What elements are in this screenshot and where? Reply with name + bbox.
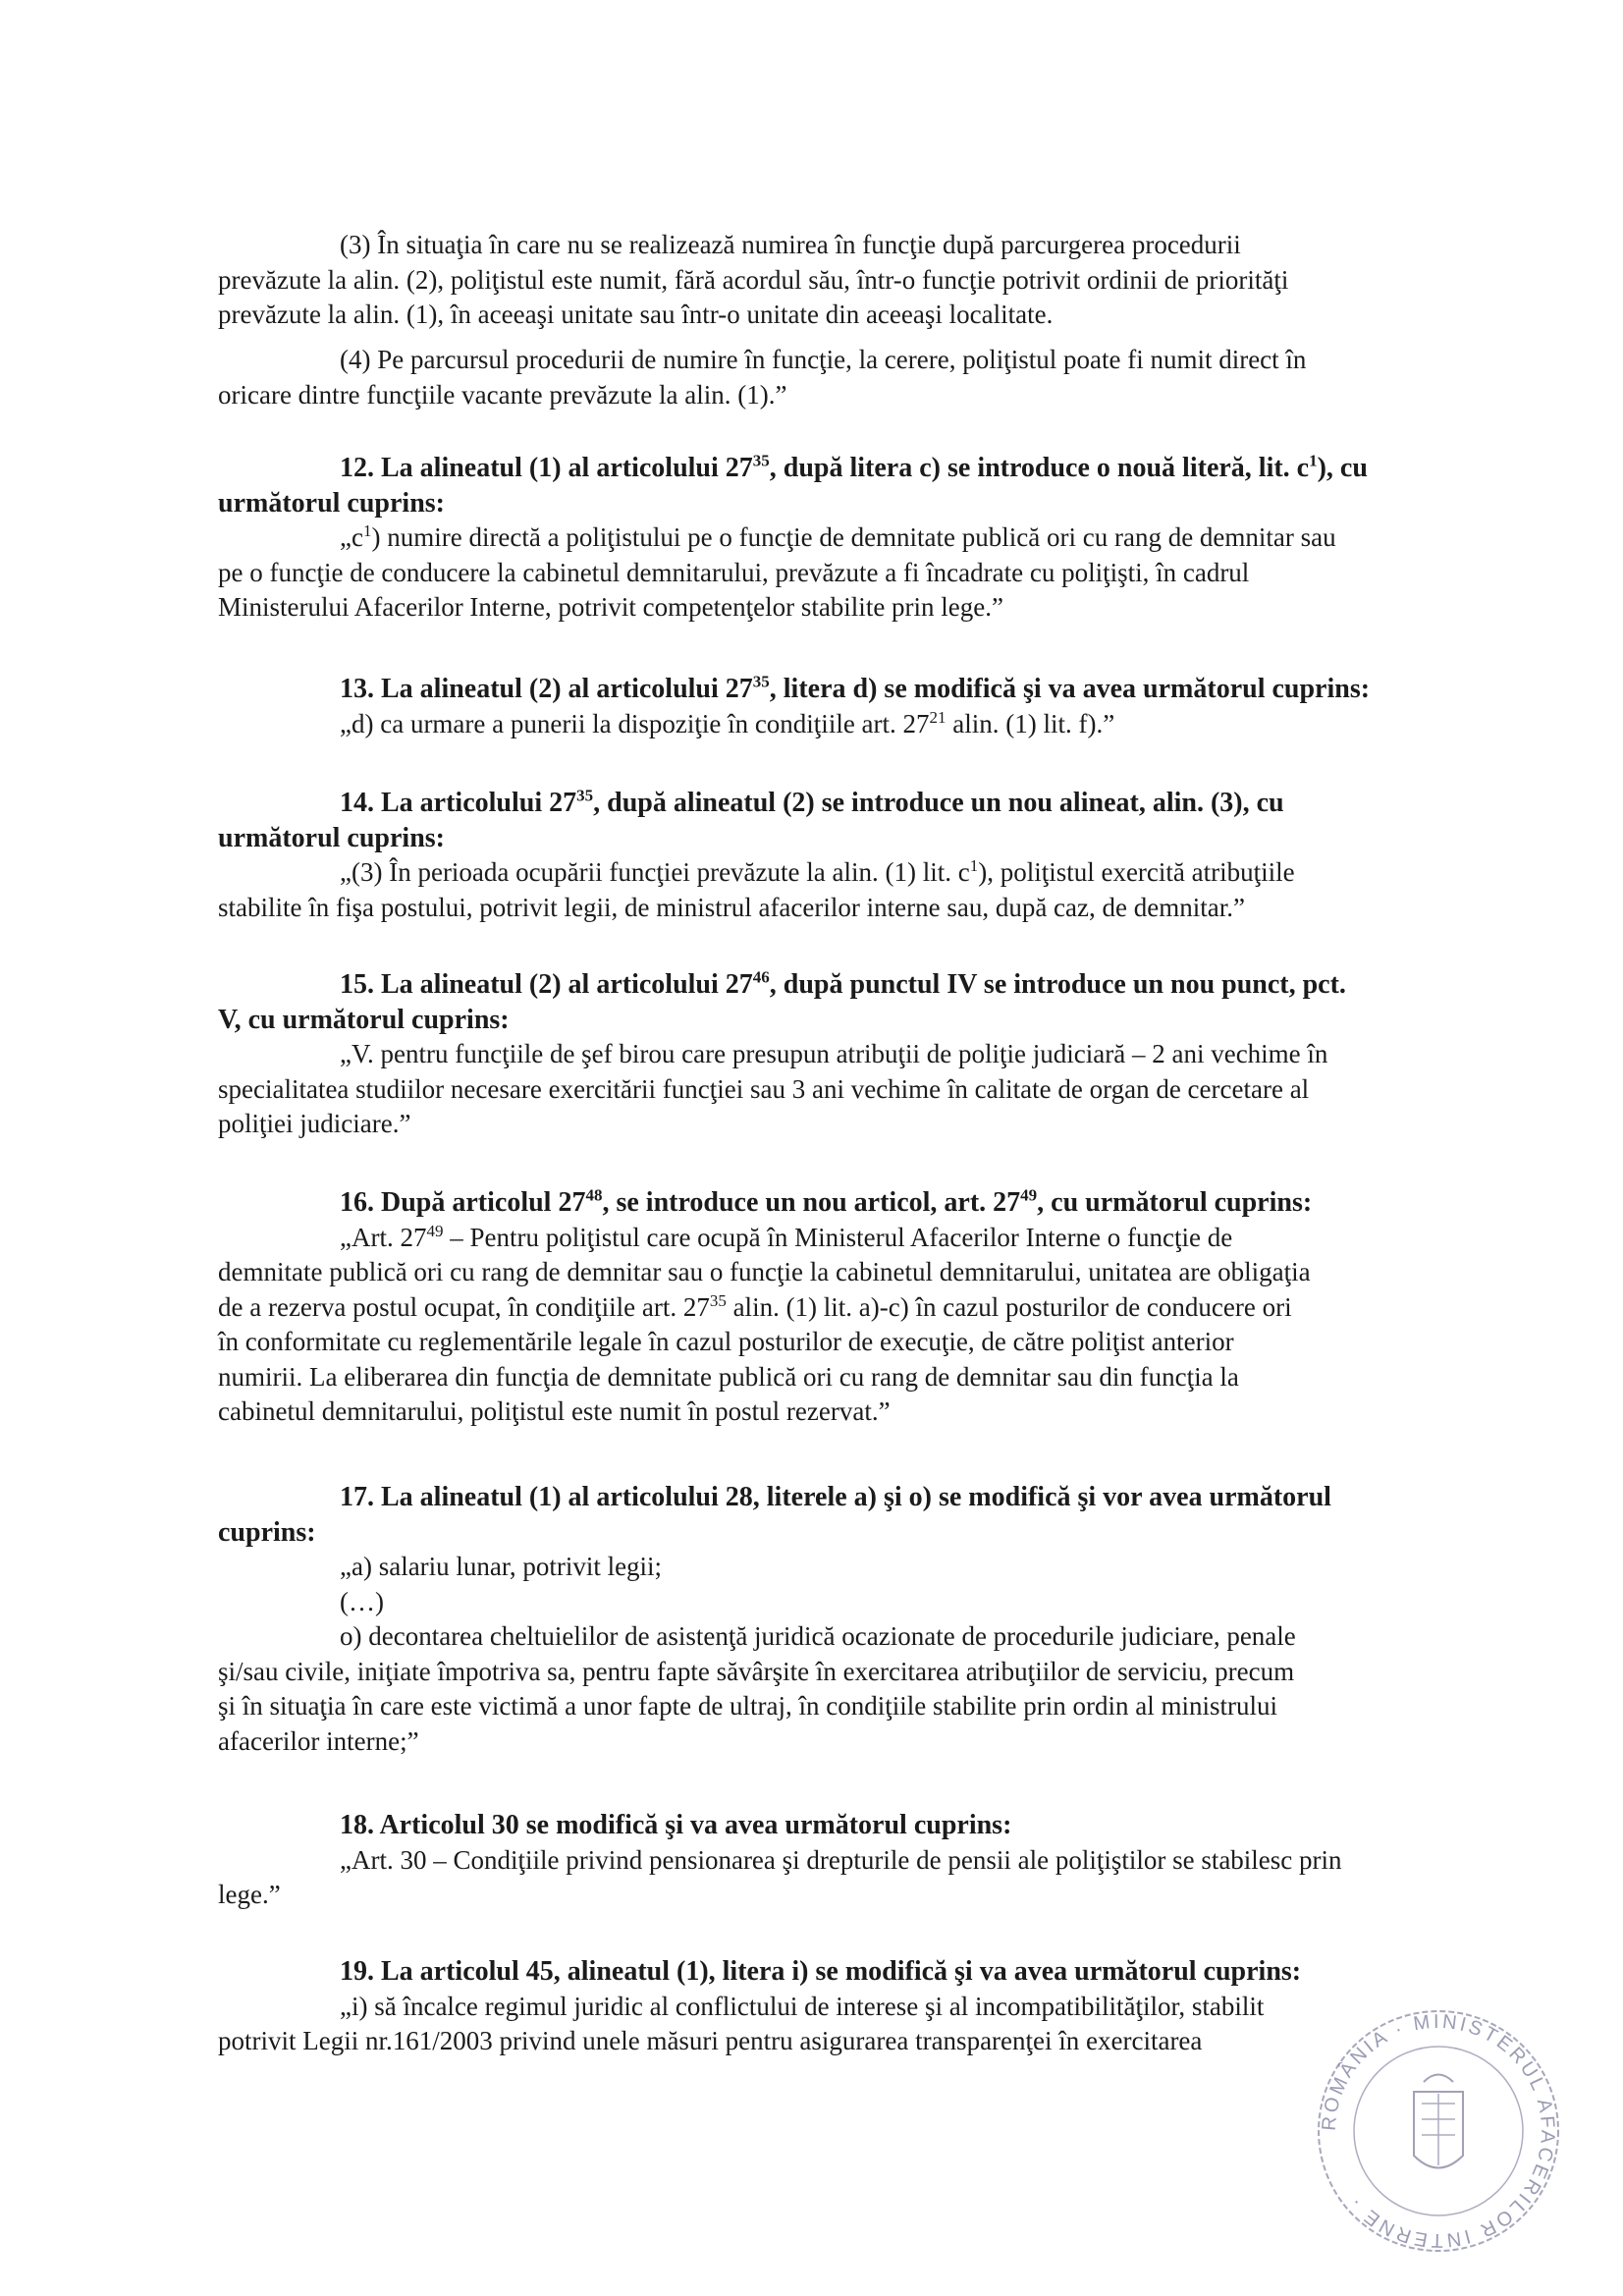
text-line: de a rezerva postul ocupat, în condiţiile art. $27^{35}$ alin. (1) lit. a)-c) în cazul posturilor de conducere ori	[218, 1290, 1292, 1322]
text-line: „Art. 30 – Condiţiile privind pensionarea şi drepturile de pensii ale poliţiştilor se stabilesc prin	[340, 1844, 1342, 1875]
section-heading: 13. La alineatul (2) al articolului $27^{35}$, litera d) se modifică şi va avea următorul cuprins:	[340, 672, 1371, 704]
section-heading: 12. La alineatul (1) al articolului $27^{35}$, după litera c) se introduce o nouă literă, lit. $c^1$), cu	[340, 451, 1368, 483]
section-heading: 18. Articolul 30 se modifică şi va avea următorul cuprins:	[340, 1810, 1012, 1840]
text-line: prevăzute la alin. (1), în aceeaşi unitate sau într-o unitate din aceeaşi localitate.	[218, 300, 1054, 329]
text-line: prevăzute la alin. (2), poliţistul este numit, fără acordul său, într-o funcţie potrivit ordinii de priorităţi	[218, 264, 1289, 295]
text-line: cabinetul demnitarului, poliţistul este numit în postul rezervat.”	[218, 1396, 891, 1426]
seal-text: ROMÂNIA · MINISTERUL AFACERILOR INTERNE ·	[1318, 2010, 1559, 2252]
section-14	[218, 786, 1540, 925]
text-line: „i) să încalce regimul juridic al conflictului de interese şi al incompatibilităţilor, stabilit	[340, 1991, 1265, 2021]
section-heading: 19. La articolul 45, alineatul (1), litera i) se modifică şi va avea următorul cuprins:	[340, 1956, 1302, 1987]
text-line: lege.”	[218, 1880, 281, 1909]
text-line: numirii. La eliberarea din funcţia de demnitate publică ori cu rang de demnitar sau din funcţia la	[218, 1361, 1239, 1392]
section-12	[218, 451, 1540, 626]
text-line: oricare dintre funcţiile vacante prevăzute la alin. (1).”	[218, 379, 787, 410]
section-18	[218, 1808, 1540, 1913]
section-heading: 15. La alineatul (2) al articolului $27^{46}$, după punctul IV se introduce un nou punct, pct.	[340, 967, 1346, 1000]
text-line: o) decontarea cheltuielilor de asistenţă juridică ocazionate de procedurile judiciare, penale	[340, 1621, 1296, 1651]
text-line: „d) ca urmare a punerii la dispoziţie în condiţiile art. $27^{21}$ alin. (1) lit. f).”	[340, 707, 1115, 738]
text-line: Ministerului Afacerilor Interne, potrivit competenţelor stabilite prin lege.”	[218, 592, 1003, 622]
text-line: şi/sau civile, iniţiate împotriva sa, pentru fapte săvârşite în exercitarea atribuţiilor de serviciu, precum	[218, 1656, 1295, 1686]
official-seal-stamp	[1306, 1984, 1571, 2278]
text-line: „V. pentru funcţiile de şef birou care presupun atribuţii de poliţie judiciară – 2 ani vechime în	[340, 1039, 1328, 1068]
paragraph-3	[218, 228, 1540, 333]
section-heading: 17. La alineatul (1) al articolului 28, literele a) şi o) se modifică şi vor avea următorul	[340, 1482, 1331, 1512]
section-heading-cont: cuprins:	[218, 1516, 316, 1548]
text-line: „(3) În perioada ocupării funcţiei prevăzute la alin. (1) lit. $c^1$), poliţistul exercită atribuţiile	[340, 856, 1295, 887]
text-line: poliţiei judiciare.”	[218, 1109, 411, 1138]
section-15	[218, 967, 1540, 1142]
text-line: specialitatea studiilor necesare exercitării funcţiei sau 3 ani vechime în calitate de organ de cercetare al	[218, 1073, 1310, 1104]
text-line: pe o funcţie de conducere la cabinetul demnitarului, prevăzute a fi încadrate cu poliţişti, în cadrul	[218, 557, 1250, 587]
text-line: $„c^1$) numire directă a poliţistului pe o funcţie de demnitate publică ori cu rang de demnitar sau	[340, 521, 1336, 552]
text-line: demnitate publică ori cu rang de demnitar sau o funcţie la cabinetul demnitarului, unitatea are obligaţia	[218, 1257, 1311, 1286]
text-line: „a) salariu lunar, potrivit legii;	[340, 1552, 663, 1581]
text-line: şi în situaţia în care este victimă a unor fapte de ultraj, în condiţiile stabilite prin ordin al ministrului	[218, 1691, 1277, 1721]
text-line: în conformitate cu reglementările legale în cazul posturilor de execuţie, de către poliţist anterior	[218, 1327, 1234, 1356]
section-heading-cont: următorul cuprins:	[218, 822, 445, 853]
section-heading: 16. După articolul $27^{48}$, se introduce un nou articol, art. $27^{49}$, cu următorul cuprins:	[340, 1185, 1313, 1218]
section-heading-cont: următorul cuprins:	[218, 487, 445, 519]
text-line: afacerilor interne;”	[218, 1725, 419, 1756]
text-line: potrivit Legii nr.161/2003 privind unele măsuri pentru asigurarea transparenţei în exercitarea	[218, 2026, 1203, 2055]
text-line: (3) În situaţia în care nu se realizează numirea în funcţie după parcurgerea procedurii	[340, 230, 1241, 259]
section-heading: 14. La articolului $27^{35}$, după alineatul (2) se introduce un nou alineat, alin. (3), cu	[340, 786, 1284, 818]
section-13	[218, 672, 1540, 741]
text-line: „Art. $27^{49}$ – Pentru poliţistul care ocupă în Ministerul Afacerilor Interne o funcţie de	[340, 1221, 1233, 1252]
coat-of-arms-icon	[1414, 2075, 1463, 2168]
section-17	[218, 1480, 1540, 1759]
section-16	[218, 1185, 1540, 1430]
text-line: (4) Pe parcursul procedurii de numire în funcţie, la cerere, poliţistul poate fi numit direct în	[340, 345, 1307, 374]
text-line: stabilite în fişa postului, potrivit legii, de ministrul afacerilor interne sau, după caz, de demnitar.”	[218, 892, 1245, 922]
paragraph-4	[218, 343, 1540, 412]
text-line: (…)	[340, 1586, 384, 1616]
section-heading-cont: V, cu următorul cuprins:	[218, 1004, 510, 1035]
